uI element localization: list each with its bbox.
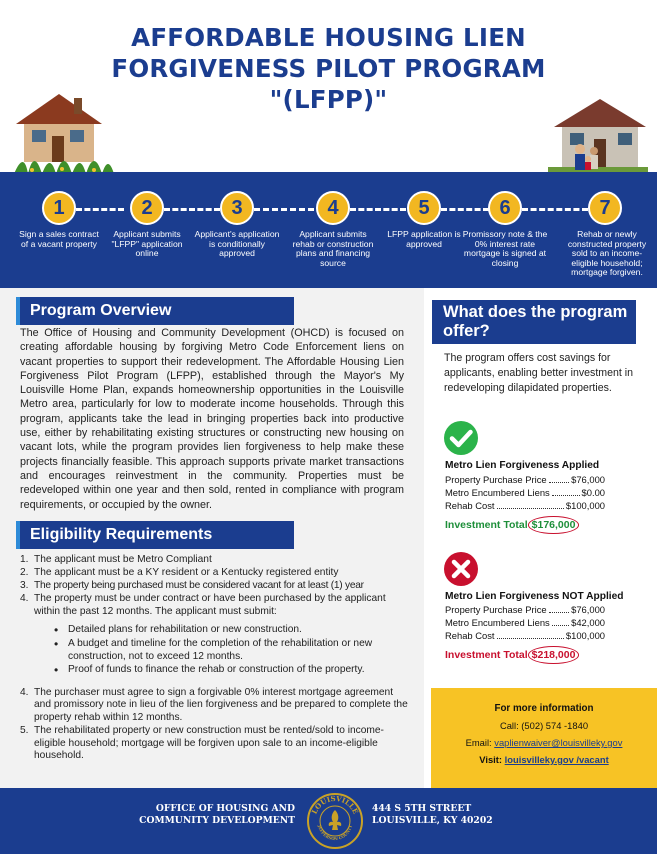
applied-line: Metro Encumbered Liens $0.00 — [445, 487, 605, 498]
submission-sublist — [54, 624, 410, 676]
step-number: 6 — [488, 191, 522, 225]
step-description: Sign a sales contract of a vacant property — [19, 229, 99, 249]
applied-line: Rehab Cost $100,000 — [445, 500, 605, 511]
eligibility-list — [20, 554, 410, 763]
not-applied-line: Rehab Cost $100,000 — [445, 630, 605, 641]
contact-info-title: For more information — [494, 703, 594, 714]
program-overview-heading: Program Overview — [20, 297, 294, 325]
sub-list-item: • A budget and timeline for the completion of the rehabilitation or new construction, not to exceed 12 months. — [54, 638, 410, 663]
step-description: Applicant's application is conditionally approved — [194, 229, 280, 259]
louisville-seal-logo — [306, 792, 364, 850]
not-applied-title: Metro Lien Forgiveness NOT Applied — [445, 591, 624, 602]
process-steps-band — [0, 172, 657, 288]
eligibility-heading: Eligibility Requirements — [20, 521, 294, 549]
list-item: 5. The rehabilitated property or new construction must be rented/sold to income-eligible household; mortgage will be forgiven upon sale to an income-eligible household. — [20, 725, 384, 762]
contact-info-box — [431, 688, 657, 788]
step-connector — [164, 208, 220, 211]
step-description: Applicant submits "LFPP" application online — [111, 229, 183, 259]
applied-total: Investment Total $176,000 — [445, 516, 579, 534]
contact-website-row: Visit: louisvilleky.gov /vacant — [479, 754, 609, 765]
step-number: 7 — [588, 191, 622, 225]
not-applied-line: Metro Encumbered Liens $42,000 — [445, 617, 605, 628]
program-overview-body: The Office of Housing and Community Development (OHCD) is focused on creating affordable housing by forgiving Metro Code Enforcement liens on vacant properties to support their redevelopment. The Affordable Housing Lien Forgiveness Pilot Program (LFPP), established through the Mayor's My Louisville Home Plan, expands homeownership opportunities in the Louisville Metro area, particularly for low to moderate income households. Through this program, applicants take the lead in bringing properties back into productive use, either by rehabilitating existing structures or constructing new housing on vacant lots, while the program provides lien forgiveness to help make these projects financially feasible. This approach supports private market transactions and encourages reinvestment in the community. Properties must be redeveloped within one year and then sold, rented in compliance with program requirements, or occupied by the owner. — [20, 327, 404, 511]
contact-email-link[interactable]: vaplienwaiver@louisvilleky.gov — [494, 737, 623, 748]
step-connector — [441, 208, 489, 211]
seal-top-text: LOUISVILLE — [309, 793, 361, 816]
applied-line: Property Purchase Price $76,000 — [445, 474, 605, 485]
title-line-1: AFFORDABLE HOUSING LIEN — [131, 23, 526, 52]
sub-list-item: • Proof of funds to finance the rehab or construction of the property. — [54, 664, 410, 677]
footer-address: 444 S 5TH STREET LOUISVILLE, KY 40202 — [372, 803, 493, 826]
list-item: 3. The property being purchased must be considered vacant for at least (1) year — [20, 580, 364, 592]
list-item: 1. The applicant must be Metro Compliant — [20, 554, 212, 565]
step-description: Promissory note & the 0% interest rate mortgage is signed at closing — [462, 229, 548, 268]
house-illustration-right — [548, 95, 648, 175]
footer-office: OFFICE OF HOUSING AND COMMUNITY DEVELOPMENT — [139, 803, 295, 826]
checkmark-icon — [443, 420, 479, 456]
list-item: 4. The property must be under contract or have been purchased by the applicant within the past 12 months. The applicant must submit: — [20, 593, 386, 617]
program-offer-heading: What does the program offer? — [432, 300, 636, 344]
contact-email-row: Email: vaplienwaiver@louisvilleky.gov — [465, 737, 623, 748]
seal-bottom-text: JEFFERSON COUNTY — [317, 824, 353, 842]
step-connector — [522, 208, 588, 211]
step-number: 1 — [42, 191, 76, 225]
x-mark-icon — [443, 551, 479, 587]
program-offer-intro: The program offers cost savings for applicants, enabling better investment in redeveloping dilapidated properties. — [444, 352, 634, 394]
not-applied-total-amount: $218,000 — [528, 646, 580, 664]
house-illustration-left — [14, 90, 114, 174]
step-description: Applicant submits rehab or construction plans and financing source — [292, 229, 374, 268]
contact-phone: Call: (502) 574 -1840 — [499, 720, 589, 731]
title-line-3: "(LFPP)" — [269, 85, 388, 114]
sub-list-item: • Detailed plans for rehabilitation or new construction. — [54, 624, 410, 637]
applied-title: Metro Lien Forgiveness Applied — [445, 460, 600, 471]
title-line-2: FORGIVENESS PILOT PROGRAM — [111, 54, 546, 83]
step-connector — [254, 208, 314, 211]
contact-website-link[interactable]: louisvilleky.gov /vacant — [504, 754, 609, 765]
not-applied-total: Investment Total $218,000 — [445, 646, 579, 664]
step-number: 3 — [220, 191, 254, 225]
list-item: 4. The purchaser must agree to sign a forgivable 0% interest mortgage agreement and promissory note in lieu of the lien forgiveness and be prepared to complete the property rehab within 12 months. — [20, 686, 408, 724]
not-applied-line: Property Purchase Price $76,000 — [445, 604, 605, 615]
step-description: LFPP application is approved — [387, 229, 461, 249]
step-number: 4 — [316, 191, 350, 225]
step-number: 5 — [407, 191, 441, 225]
list-item: 2. The applicant must be a KY resident or a Kentucky registered entity — [20, 567, 339, 579]
step-connector — [76, 208, 124, 211]
step-number: 2 — [130, 191, 164, 225]
step-description: Rehab or newly constructed property sold to an income-eligible household; mortgage forgiven. — [567, 229, 647, 278]
applied-total-amount: $176,000 — [528, 516, 580, 534]
step-connector — [350, 208, 406, 211]
